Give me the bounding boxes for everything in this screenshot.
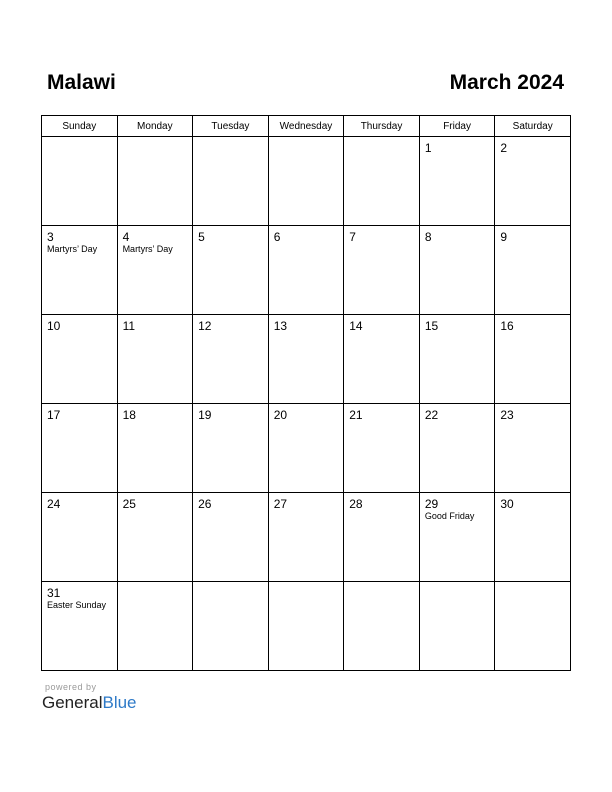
calendar-day-cell xyxy=(495,315,571,404)
calendar-day-cell xyxy=(193,137,269,226)
calendar-day-cell xyxy=(117,315,193,404)
calendar-day-cell xyxy=(495,404,571,493)
generalblue-logo[interactable] xyxy=(42,693,137,713)
calendar-week-row xyxy=(42,493,571,582)
calendar-week-row xyxy=(42,404,571,493)
day-number: 9 xyxy=(500,230,508,244)
weekday-header-wednesday: Wednesday xyxy=(268,116,344,137)
calendar-day-cell xyxy=(419,226,495,315)
day-number: 24 xyxy=(47,497,61,511)
calendar-day-cell xyxy=(495,582,571,671)
day-number: 2 xyxy=(500,141,508,155)
calendar-day-cell xyxy=(117,404,193,493)
weekday-header-friday: Friday xyxy=(419,116,495,137)
day-number: 19 xyxy=(198,408,212,422)
calendar-day-cell xyxy=(344,582,420,671)
calendar-day-cell xyxy=(42,582,118,671)
calendar-day-cell xyxy=(419,493,495,582)
calendar-day-cell xyxy=(193,582,269,671)
holiday-label: Martyrs’ Day xyxy=(47,244,98,254)
day-number: 14 xyxy=(349,319,363,333)
calendar-day-cell xyxy=(268,315,344,404)
day-number: 27 xyxy=(273,497,288,511)
holiday-label: Good Friday xyxy=(424,511,475,521)
day-number: 12 xyxy=(198,319,212,333)
calendar-month-title: March 2024 xyxy=(449,71,564,94)
calendar-day-cell xyxy=(42,404,118,493)
day-number: 28 xyxy=(349,497,363,511)
day-number: 6 xyxy=(273,230,281,244)
day-number: 1 xyxy=(424,141,432,155)
calendar-day-cell xyxy=(117,493,193,582)
day-number: 29 xyxy=(424,497,439,511)
calendar-day-cell xyxy=(344,493,420,582)
calendar-day-cell xyxy=(193,493,269,582)
calendar-day-cell xyxy=(117,582,193,671)
day-number: 23 xyxy=(500,408,514,422)
day-number: 25 xyxy=(122,497,136,511)
day-number: 13 xyxy=(273,319,288,333)
holiday-label: Martyrs’ Day xyxy=(122,244,173,254)
calendar-day-cell xyxy=(42,137,118,226)
day-number: 17 xyxy=(47,408,61,422)
day-number: 4 xyxy=(122,230,130,244)
calendar-day-cell xyxy=(344,404,420,493)
weekday-header-sunday: Sunday xyxy=(42,116,118,137)
powered-by-text: powered by xyxy=(45,682,97,692)
calendar-day-cell xyxy=(193,226,269,315)
calendar-day-cell xyxy=(495,137,571,226)
calendar-day-cell xyxy=(42,315,118,404)
day-number: 22 xyxy=(424,408,439,422)
calendar-day-cell xyxy=(268,226,344,315)
calendar-week-row xyxy=(42,315,571,404)
calendar-day-cell xyxy=(268,582,344,671)
calendar-day-cell xyxy=(419,582,495,671)
day-number: 8 xyxy=(424,230,432,244)
calendar-day-cell xyxy=(495,493,571,582)
calendar-day-cell xyxy=(193,315,269,404)
day-number: 18 xyxy=(122,408,136,422)
calendar-day-cell xyxy=(344,226,420,315)
calendar-grid xyxy=(41,115,571,671)
calendar-day-cell xyxy=(268,404,344,493)
day-number: 15 xyxy=(424,319,439,333)
brand-blue-text: Blue xyxy=(102,693,137,712)
calendar-country-title: Malawi xyxy=(47,71,116,94)
weekday-header-saturday: Saturday xyxy=(495,116,571,137)
weekday-header-row xyxy=(42,116,571,137)
weekday-header-monday: Monday xyxy=(117,116,193,137)
calendar-day-cell xyxy=(117,226,193,315)
day-number: 26 xyxy=(198,497,212,511)
calendar-day-cell xyxy=(42,226,118,315)
calendar-day-cell xyxy=(268,137,344,226)
day-number: 10 xyxy=(47,319,61,333)
calendar-week-row xyxy=(42,582,571,671)
day-number: 5 xyxy=(198,230,205,244)
calendar-day-cell xyxy=(344,137,420,226)
calendar-day-cell xyxy=(495,226,571,315)
weekday-header-tuesday: Tuesday xyxy=(193,116,269,137)
weekday-header-thursday: Thursday xyxy=(344,116,420,137)
calendar-day-cell xyxy=(419,137,495,226)
calendar-week-row xyxy=(42,137,571,226)
calendar-day-cell xyxy=(419,315,495,404)
day-number: 30 xyxy=(500,497,514,511)
calendar-day-cell xyxy=(42,493,118,582)
calendar-day-cell xyxy=(117,137,193,226)
day-number: 21 xyxy=(349,408,363,422)
day-number: 16 xyxy=(500,319,514,333)
holiday-label: Easter Sunday xyxy=(47,600,107,610)
day-number: 20 xyxy=(273,408,288,422)
calendar-week-row xyxy=(42,226,571,315)
day-number: 31 xyxy=(47,586,61,600)
day-number: 7 xyxy=(349,230,356,244)
calendar-day-cell xyxy=(344,315,420,404)
calendar-day-cell xyxy=(268,493,344,582)
day-number: 11 xyxy=(122,319,136,333)
brand-general-text: General xyxy=(42,693,103,712)
calendar-day-cell xyxy=(193,404,269,493)
day-number: 3 xyxy=(47,230,54,244)
calendar-day-cell xyxy=(419,404,495,493)
